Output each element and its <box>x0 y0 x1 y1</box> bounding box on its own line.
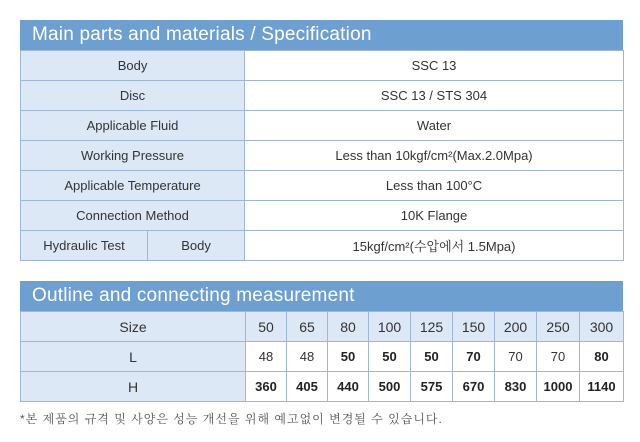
size-cell: 150 <box>453 312 495 342</box>
spec-value-body: SSC 13 <box>245 51 624 81</box>
spec-label-connection: Connection Method <box>21 201 245 231</box>
size-cell: 50 <box>246 312 287 342</box>
table-row <box>21 201 624 231</box>
specification-table <box>20 50 624 261</box>
specification-panel <box>20 20 623 261</box>
outline-panel <box>20 281 623 402</box>
spec-value-connection: 10K Flange <box>245 201 624 231</box>
table-row <box>21 51 624 81</box>
h-label: H <box>21 372 246 402</box>
spec-value-temperature: Less than 100°C <box>245 171 624 201</box>
outline-header: Outline and connecting measurement <box>20 281 623 311</box>
h-cell: 405 <box>287 372 328 402</box>
l-cell: 50 <box>328 342 369 372</box>
spec-value-fluid: Water <box>245 111 624 141</box>
table-row <box>21 111 624 141</box>
table-row <box>21 81 624 111</box>
table-row <box>21 372 624 402</box>
footnote: *본 제품의 규격 및 사양은 성능 개선을 위해 예고없이 변경될 수 있습니다. <box>20 412 443 426</box>
size-cell: 80 <box>328 312 369 342</box>
h-cell: 1000 <box>537 372 580 402</box>
size-cell: 300 <box>580 312 624 342</box>
h-cell: 500 <box>369 372 411 402</box>
l-cell: 50 <box>369 342 411 372</box>
outline-table <box>20 311 624 402</box>
h-cell: 830 <box>495 372 537 402</box>
h-cell: 670 <box>453 372 495 402</box>
l-cell: 50 <box>411 342 453 372</box>
size-cell: 65 <box>287 312 328 342</box>
l-cell: 48 <box>287 342 328 372</box>
h-cell: 575 <box>411 372 453 402</box>
l-cell: 70 <box>495 342 537 372</box>
size-cell: 125 <box>411 312 453 342</box>
spec-value-hydraulic: 15kgf/cm²(수압에서 1.5Mpa) <box>245 231 624 261</box>
h-cell: 1140 <box>580 372 624 402</box>
size-cell: 200 <box>495 312 537 342</box>
table-row <box>21 141 624 171</box>
spec-label-hydraulic: Hydraulic Test <box>21 231 148 261</box>
h-cell: 360 <box>246 372 287 402</box>
spec-label-disc: Disc <box>21 81 245 111</box>
h-cell: 440 <box>328 372 369 402</box>
table-row <box>21 342 624 372</box>
l-cell: 48 <box>246 342 287 372</box>
spec-label-body: Body <box>21 51 245 81</box>
spec-value-disc: SSC 13 / STS 304 <box>245 81 624 111</box>
spec-value-pressure: Less than 10kgf/cm²(Max.2.0Mpa) <box>245 141 624 171</box>
l-label: L <box>21 342 246 372</box>
table-row <box>21 312 624 342</box>
spec-label-temperature: Applicable Temperature <box>21 171 245 201</box>
table-row <box>21 231 624 261</box>
l-cell: 70 <box>537 342 580 372</box>
size-cell: 100 <box>369 312 411 342</box>
specification-header: Main parts and materials / Specification <box>20 20 623 50</box>
spec-sublabel-hydraulic-body: Body <box>148 231 245 261</box>
size-cell: 250 <box>537 312 580 342</box>
l-cell: 70 <box>453 342 495 372</box>
table-row <box>21 171 624 201</box>
spec-label-pressure: Working Pressure <box>21 141 245 171</box>
l-cell: 80 <box>580 342 624 372</box>
spec-label-fluid: Applicable Fluid <box>21 111 245 141</box>
size-label: Size <box>21 312 246 342</box>
